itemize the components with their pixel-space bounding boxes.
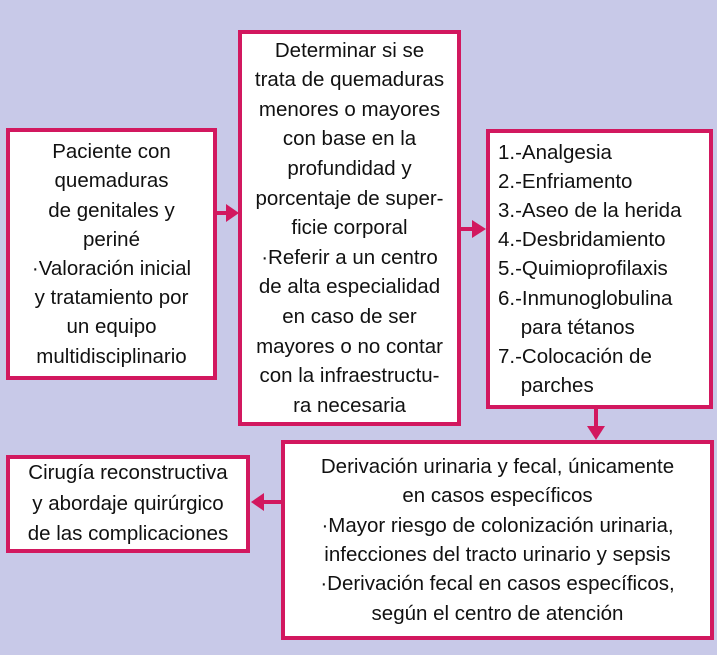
- box-1-line: quemaduras: [54, 169, 169, 193]
- box-3-line: 4.-Desbridamiento: [498, 228, 666, 252]
- box-3-line: 3.-Aseo de la herida: [498, 198, 682, 222]
- box-2-line: porcentaje de super-: [255, 186, 444, 210]
- box-2-line: ficie corporal: [291, 216, 408, 240]
- box-1-line: de genitales y: [48, 198, 175, 222]
- flow-box-initial-assessment: [6, 128, 217, 380]
- box-1-line: periné: [83, 227, 140, 251]
- box-4-line: Derivación urinaria y fecal, únicamente: [320, 454, 675, 478]
- box-4-line: infecciones del tracto urinario y sepsis: [324, 543, 671, 566]
- box-2-line: con base en la: [282, 127, 417, 151]
- box-5-line: Cirugía reconstructiva: [28, 461, 228, 485]
- box-1-line: Paciente con: [52, 140, 171, 164]
- box-2-line: Determinar si se: [274, 38, 425, 62]
- flow-box-urinary-fecal-diversion: [281, 440, 714, 640]
- box-2-line: en caso de ser: [282, 304, 417, 328]
- box-3-line: parches: [498, 374, 594, 398]
- box-4-line: ·Derivación fecal en casos específicos,: [320, 572, 675, 596]
- box-2-line: ra necesaria: [293, 393, 406, 417]
- box-3-line: 1.-Analgesia: [498, 140, 612, 164]
- box-5-line: de las complicaciones: [27, 522, 229, 546]
- box-2-line: mayores o no contar: [256, 334, 443, 358]
- box-2-line: menores o mayores: [258, 97, 441, 121]
- box-3-line: 6.-Inmunoglobulina: [498, 286, 673, 310]
- box-1-line: multidisciplinario: [36, 344, 187, 368]
- arrow-right-icon: [217, 204, 239, 222]
- box-2-line: ·Referir a un centro: [261, 245, 438, 269]
- box-3-line: 2.-Enfriamento: [498, 169, 633, 193]
- box-4-line: según el centro de atención: [371, 601, 624, 625]
- box-1-line: ·Valoración inicial: [31, 257, 192, 280]
- arrow-right-icon: [461, 220, 486, 238]
- box-2-line: con la infraestructu-: [259, 364, 440, 388]
- arrow-left-icon: [251, 493, 281, 511]
- flow-box-treatment-steps: [486, 129, 713, 409]
- box-2-line: trata de quemaduras: [254, 68, 445, 92]
- box-4-line: en casos específicos: [402, 484, 593, 508]
- box-3-line: 7.-Colocación de: [498, 345, 652, 368]
- flow-box-reconstructive-surgery: [6, 455, 250, 553]
- box-2-line: de alta especialidad: [258, 275, 441, 299]
- box-5-line: y abordaje quirúrgico: [32, 491, 224, 515]
- box-1-line: y tratamiento por: [34, 286, 189, 310]
- box-2-line: profundidad y: [287, 157, 412, 181]
- flow-box-burn-classification: [238, 30, 461, 426]
- box-4-line: ·Mayor riesgo de colonización urinaria,: [321, 513, 674, 537]
- box-1-line: un equipo: [66, 315, 157, 339]
- arrow-down-icon: [587, 409, 605, 440]
- box-3-line: 5.-Quimioprofilaxis: [498, 257, 668, 281]
- box-3-line: para tétanos: [498, 315, 635, 339]
